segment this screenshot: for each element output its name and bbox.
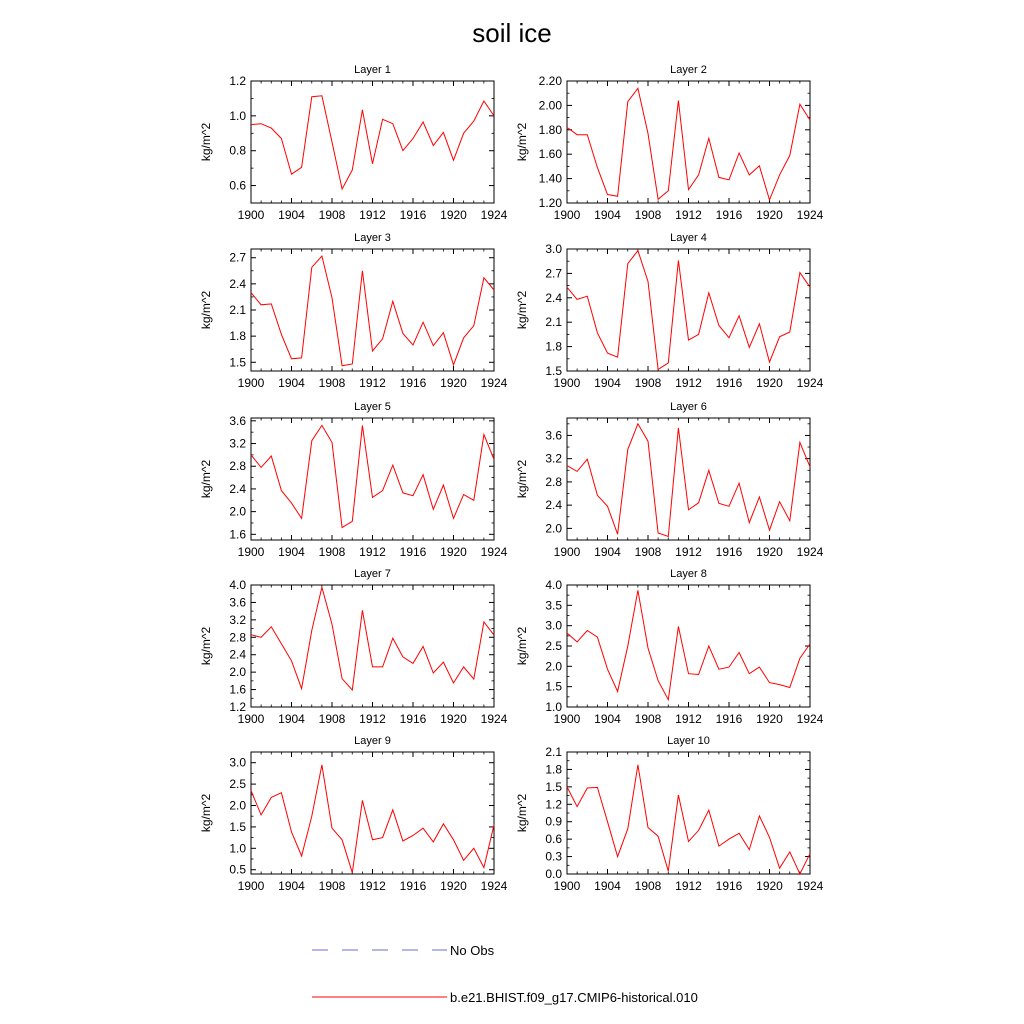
- layer-8-ytick-label: 2.5: [545, 639, 562, 653]
- layer-7-frame: [251, 585, 494, 707]
- layer-4-series-line: [567, 251, 810, 370]
- layer-6-frame: [567, 418, 810, 540]
- layer-4-xtick-label: 1908: [634, 376, 662, 390]
- layer-3-xtick-label: 1916: [399, 376, 427, 390]
- layer-5-panel: [199, 401, 508, 559]
- layer-6-ytick-label: 3.2: [545, 451, 562, 466]
- layer-1-panel: [199, 64, 508, 222]
- layer-7-ytick-label: 1.6: [229, 682, 246, 697]
- layer-1-xtick-label: 1908: [318, 208, 346, 222]
- layer-6-ytick-label: 2.8: [545, 474, 562, 489]
- layer-2-ytick-label: 2.20: [538, 74, 562, 88]
- layer-7-ytick-label: 2.4: [229, 647, 246, 662]
- layer-4-xtick-label: 1904: [594, 376, 621, 390]
- layer-9-ytick-label: 2.5: [229, 777, 246, 792]
- legend-model-label: b.e21.BHIST.f09_g17.CMIP6-historical.010: [450, 990, 698, 1005]
- layer-7-xtick-label: 1924: [480, 712, 508, 726]
- layer-3-ytick-label: 1.8: [229, 329, 246, 344]
- layer-2-ylabel: kg/m^2: [515, 122, 529, 162]
- layer-4-panel: [515, 232, 824, 390]
- layer-2-ytick-label: 2.00: [538, 98, 562, 113]
- layer-1-xtick-label: 1916: [399, 208, 427, 222]
- layer-10-ytick-label: 0.9: [545, 814, 562, 829]
- layer-9-ylabel: kg/m^2: [199, 793, 213, 833]
- layer-2-series-line: [567, 88, 810, 200]
- layer-8-xtick-label: 1908: [634, 712, 662, 726]
- layer-8-panel: [515, 568, 824, 726]
- layer-2-xtick-label: 1912: [675, 208, 702, 222]
- layer-6-xtick-label: 1916: [715, 545, 743, 559]
- layer-5-title: Layer 5: [354, 401, 391, 413]
- layer-6-xtick-label: 1920: [756, 545, 783, 559]
- layer-6-xtick-label: 1912: [675, 545, 702, 559]
- layer-6-panel: [515, 401, 824, 559]
- layer-8-xtick-label: 1912: [675, 712, 702, 726]
- layer-4-ytick-label: 2.7: [545, 266, 562, 281]
- layer-8-xtick-label: 1920: [756, 712, 783, 726]
- layer-1-ytick-label: 0.6: [229, 178, 246, 193]
- layer-4-xtick-label: 1900: [553, 376, 581, 390]
- layer-7-ytick-label: 3.2: [229, 612, 246, 627]
- layer-9-xtick-label: 1904: [278, 879, 305, 893]
- layer-2-panel: [515, 64, 824, 222]
- layer-2-ytick-label: 1.60: [538, 147, 562, 162]
- layer-2-xtick-label: 1900: [553, 208, 581, 222]
- layer-6-xtick-label: 1924: [796, 545, 824, 559]
- layer-10-xtick-label: 1904: [594, 879, 621, 893]
- layer-9-ytick-label: 1.0: [229, 841, 246, 856]
- layer-4-xtick-label: 1916: [715, 376, 743, 390]
- layer-3-xtick-label: 1908: [318, 376, 346, 390]
- layer-1-xtick-label: 1900: [237, 208, 265, 222]
- layer-9-ytick-label: 2.0: [229, 798, 246, 813]
- layer-3-ytick-label: 2.4: [229, 276, 246, 291]
- layer-1-xtick-label: 1920: [440, 208, 467, 222]
- layer-3-series-line: [251, 256, 494, 366]
- layer-1-ytick-label: 1.0: [229, 108, 246, 123]
- layer-8-ytick-label: 3.5: [545, 598, 562, 613]
- layer-7-ytick-label: 4.0: [229, 578, 246, 592]
- layer-10-ytick-label: 1.5: [545, 779, 562, 794]
- layer-9-xtick-label: 1916: [399, 879, 427, 893]
- layer-8-ytick-label: 2.0: [545, 659, 562, 674]
- layer-9-xtick-label: 1912: [359, 879, 386, 893]
- layer-9-ytick-label: 1.5: [229, 819, 246, 834]
- layer-10-ytick-label: 1.2: [545, 797, 562, 812]
- layer-6-ylabel: kg/m^2: [515, 459, 529, 499]
- layer-2-title: Layer 2: [670, 64, 707, 76]
- layer-6-xtick-label: 1900: [553, 545, 581, 559]
- layer-7-panel: [199, 568, 508, 726]
- layer-7-title: Layer 7: [354, 568, 391, 580]
- layer-7-xtick-label: 1916: [399, 712, 427, 726]
- layer-5-ytick-label: 3.2: [229, 436, 246, 451]
- layer-9-ytick-label: 0.5: [229, 862, 246, 877]
- layer-9-xtick-label: 1900: [237, 879, 265, 893]
- layer-3-ytick-label: 2.1: [229, 303, 246, 317]
- legend: [312, 943, 698, 1005]
- layer-8-xtick-label: 1900: [553, 712, 581, 726]
- layer-1-frame: [251, 81, 494, 203]
- layer-6-ytick-label: 2.4: [545, 498, 562, 513]
- layer-10-panel: [515, 735, 824, 893]
- layer-5-ytick-label: 2.8: [229, 459, 246, 474]
- layer-9-frame: [251, 752, 494, 874]
- layer-2-xtick-label: 1924: [796, 208, 824, 222]
- layer-4-ytick-label: 2.4: [545, 290, 562, 305]
- layer-3-xtick-label: 1904: [278, 376, 305, 390]
- layer-3-panel: [199, 232, 508, 390]
- layer-2-xtick-label: 1916: [715, 208, 743, 222]
- layer-10-xtick-label: 1924: [796, 879, 824, 893]
- layer-7-xtick-label: 1904: [278, 712, 305, 726]
- layer-7-series-line: [251, 587, 494, 690]
- layer-1-xtick-label: 1912: [359, 208, 386, 222]
- layer-9-xtick-label: 1924: [480, 879, 508, 893]
- layer-8-series-line: [567, 590, 810, 699]
- layer-2-ytick-label: 1.40: [538, 171, 562, 186]
- layer-10-ytick-label: 2.1: [545, 745, 562, 759]
- layer-5-ylabel: kg/m^2: [199, 459, 213, 499]
- layer-8-xtick-label: 1904: [594, 712, 621, 726]
- layer-1-title: Layer 1: [354, 64, 391, 76]
- layer-6-xtick-label: 1904: [594, 545, 621, 559]
- layer-7-xtick-label: 1920: [440, 712, 467, 726]
- layer-7-ytick-label: 3.6: [229, 595, 246, 610]
- layer-10-frame: [567, 752, 810, 874]
- layer-6-xtick-label: 1908: [634, 545, 662, 559]
- layer-3-xtick-label: 1912: [359, 376, 386, 390]
- layer-1-series-line: [251, 96, 494, 189]
- layer-5-xtick-label: 1904: [278, 545, 305, 559]
- layer-10-xtick-label: 1920: [756, 879, 783, 893]
- layer-7-xtick-label: 1908: [318, 712, 346, 726]
- layer-1-ytick-label: 1.2: [229, 74, 246, 88]
- layer-9-panel: [199, 735, 508, 893]
- layer-1-ytick-label: 0.8: [229, 143, 246, 158]
- layer-10-ytick-label: 0.0: [545, 867, 562, 881]
- layer-5-ytick-label: 2.4: [229, 481, 246, 496]
- layer-10-ytick-label: 0.3: [545, 849, 562, 864]
- layer-9-ytick-label: 3.0: [229, 755, 246, 770]
- layer-3-xtick-label: 1924: [480, 376, 508, 390]
- layer-4-ylabel: kg/m^2: [515, 290, 529, 330]
- layer-8-title: Layer 8: [670, 568, 707, 580]
- layer-4-ytick-label: 3.0: [545, 242, 562, 256]
- layer-2-xtick-label: 1904: [594, 208, 621, 222]
- layer-5-xtick-label: 1900: [237, 545, 265, 559]
- layer-10-ylabel: kg/m^2: [515, 793, 529, 833]
- layer-2-ytick-label: 1.80: [538, 122, 562, 137]
- layer-10-ytick-label: 1.8: [545, 762, 562, 777]
- layer-8-xtick-label: 1916: [715, 712, 743, 726]
- layer-1-ylabel: kg/m^2: [199, 122, 213, 162]
- layer-4-ytick-label: 1.5: [545, 364, 562, 378]
- layer-9-xtick-label: 1908: [318, 879, 346, 893]
- layer-7-xtick-label: 1912: [359, 712, 386, 726]
- layer-8-frame: [567, 585, 810, 707]
- layer-6-ytick-label: 2.0: [545, 521, 562, 536]
- layer-4-xtick-label: 1920: [756, 376, 783, 390]
- layer-5-xtick-label: 1920: [440, 545, 467, 559]
- layer-10-xtick-label: 1912: [675, 879, 702, 893]
- layer-5-xtick-label: 1912: [359, 545, 386, 559]
- layer-7-ytick-label: 2.0: [229, 665, 246, 680]
- layer-8-ytick-label: 1.5: [545, 679, 562, 694]
- layer-5-xtick-label: 1916: [399, 545, 427, 559]
- layer-2-ytick-label: 1.20: [538, 196, 562, 210]
- layer-10-xtick-label: 1900: [553, 879, 581, 893]
- layer-4-xtick-label: 1912: [675, 376, 702, 390]
- layer-2-xtick-label: 1908: [634, 208, 662, 222]
- layer-3-xtick-label: 1900: [237, 376, 265, 390]
- layer-3-ytick-label: 1.5: [229, 355, 246, 370]
- layer-7-xtick-label: 1900: [237, 712, 265, 726]
- layer-7-ytick-label: 2.8: [229, 630, 246, 645]
- figure-title: soil ice: [472, 18, 552, 48]
- layer-5-frame: [251, 418, 494, 540]
- layer-7-ytick-label: 1.2: [229, 700, 246, 714]
- layer-4-xtick-label: 1924: [796, 376, 824, 390]
- layer-10-xtick-label: 1908: [634, 879, 662, 893]
- layer-10-ytick-label: 0.6: [545, 832, 562, 847]
- layer-4-ytick-label: 1.8: [545, 339, 562, 354]
- layer-6-ytick-label: 3.6: [545, 428, 562, 443]
- legend-obs-label: No Obs: [450, 943, 495, 958]
- layer-8-ylabel: kg/m^2: [515, 626, 529, 666]
- layer-8-ytick-label: 4.0: [545, 578, 562, 592]
- layer-9-xtick-label: 1920: [440, 879, 467, 893]
- layer-9-series-line: [251, 765, 494, 873]
- layer-6-series-line: [567, 424, 810, 537]
- layer-8-ytick-label: 1.0: [545, 700, 562, 714]
- layer-8-xtick-label: 1924: [796, 712, 824, 726]
- layer-5-xtick-label: 1908: [318, 545, 346, 559]
- layer-9-title: Layer 9: [354, 735, 391, 747]
- layer-5-ytick-label: 2.0: [229, 504, 246, 519]
- layer-2-xtick-label: 1920: [756, 208, 783, 222]
- layer-5-ytick-label: 1.6: [229, 527, 246, 542]
- layer-4-ytick-label: 2.1: [545, 315, 562, 330]
- layer-3-ylabel: kg/m^2: [199, 290, 213, 330]
- layer-7-ylabel: kg/m^2: [199, 626, 213, 666]
- layer-1-xtick-label: 1924: [480, 208, 508, 222]
- layer-8-ytick-label: 3.0: [545, 618, 562, 633]
- layer-3-ytick-label: 2.7: [229, 250, 246, 265]
- layer-5-xtick-label: 1924: [480, 545, 508, 559]
- layer-1-xtick-label: 1904: [278, 208, 305, 222]
- layer-3-xtick-label: 1920: [440, 376, 467, 390]
- layer-6-title: Layer 6: [670, 401, 707, 413]
- chart-panels: [199, 64, 824, 893]
- layer-4-title: Layer 4: [670, 232, 707, 244]
- layer-10-title: Layer 10: [667, 735, 710, 747]
- layer-10-series-line: [567, 765, 810, 874]
- layer-10-xtick-label: 1916: [715, 879, 743, 893]
- layer-3-title: Layer 3: [354, 232, 391, 244]
- layer-5-ytick-label: 3.6: [229, 413, 246, 428]
- layer-5-series-line: [251, 425, 494, 527]
